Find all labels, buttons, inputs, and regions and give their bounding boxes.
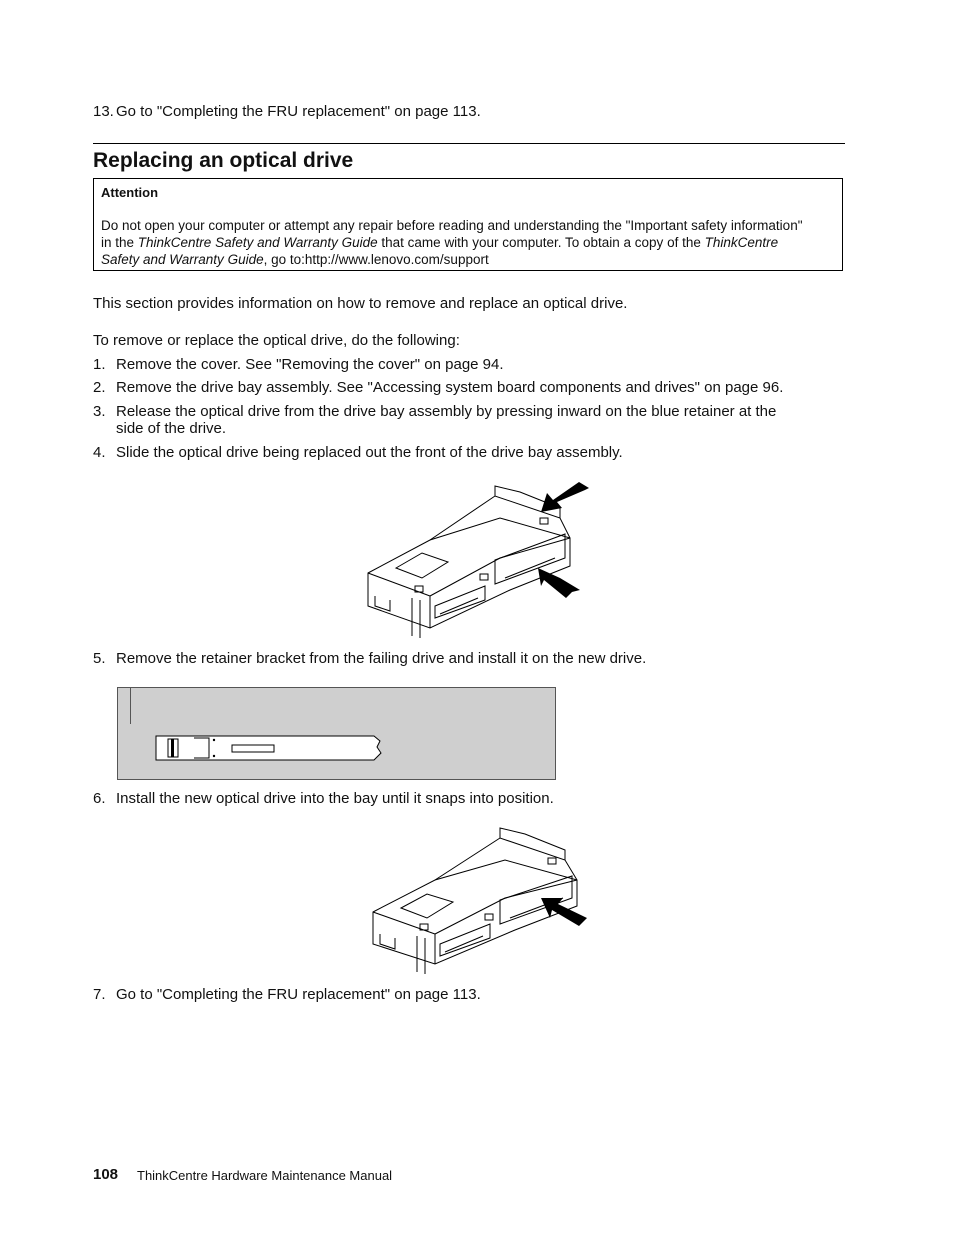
attention-guide-title: ThinkCentre Safety and Warranty Guide — [137, 235, 378, 250]
intro-paragraph: This section provides information on how to remove and replace an optical drive. — [93, 295, 628, 312]
step-number: 1. — [93, 356, 106, 373]
step-text: Install the new optical drive into the bay until it snaps into position. — [116, 790, 554, 807]
prev-step-number: 13. — [93, 103, 114, 120]
attention-line-3 — [101, 251, 841, 268]
step-number: 6. — [93, 790, 106, 807]
step-text: Remove the retainer bracket from the failing drive and install it on the new drive. — [116, 650, 647, 667]
attention-line-1: Do not open your computer or attempt any repair before reading and understanding the "Important safety information" — [101, 218, 803, 233]
step-number: 4. — [93, 444, 106, 461]
figure-edge-line — [130, 688, 131, 724]
retainer-bracket-illustration — [154, 733, 386, 763]
attention-title: Attention — [101, 185, 159, 200]
step-number: 7. — [93, 986, 106, 1003]
attention-line-2 — [101, 234, 841, 251]
step-number: 2. — [93, 379, 106, 396]
attention-text: that came with your computer. To obtain a copy of the — [377, 235, 705, 250]
lead-in-text: To remove or replace the optical drive, do the following: — [93, 332, 460, 349]
prev-step-text: Go to "Completing the FRU replacement" on page 113. — [116, 103, 481, 120]
drive-installation-illustration — [365, 824, 595, 976]
footer-title: ThinkCentre Hardware Maintenance Manual — [137, 1168, 393, 1183]
section-divider — [93, 143, 845, 144]
step-text: Remove the drive bay assembly. See "Accessing system board components and drives" on page 96. — [116, 379, 784, 396]
step-text: Release the optical drive from the drive bay assembly by pressing inward on the blue retainer at the — [116, 403, 777, 420]
step-text: Go to "Completing the FRU replacement" on page 113. — [116, 986, 481, 1003]
attention-guide-title: Safety and Warranty Guide — [101, 252, 264, 267]
attention-box — [93, 178, 843, 271]
section-title: Replacing an optical drive — [93, 149, 354, 172]
attention-support-link[interactable]: , go to:http://www.lenovo.com/support — [263, 252, 489, 267]
step-text-continued: side of the drive. — [116, 420, 227, 437]
attention-text: in the — [101, 235, 138, 250]
retainer-bracket-figure — [117, 687, 556, 780]
step-number: 3. — [93, 403, 106, 420]
step-text: Remove the cover. See "Removing the cover" on page 94. — [116, 356, 504, 373]
step-text: Slide the optical drive being replaced out the front of the drive bay assembly. — [116, 444, 623, 461]
attention-guide-title: ThinkCentre — [704, 235, 779, 250]
drive-removal-illustration — [360, 478, 590, 643]
footer-page-number: 108 — [93, 1166, 119, 1183]
step-number: 5. — [93, 650, 106, 667]
attention-body — [101, 217, 841, 268]
